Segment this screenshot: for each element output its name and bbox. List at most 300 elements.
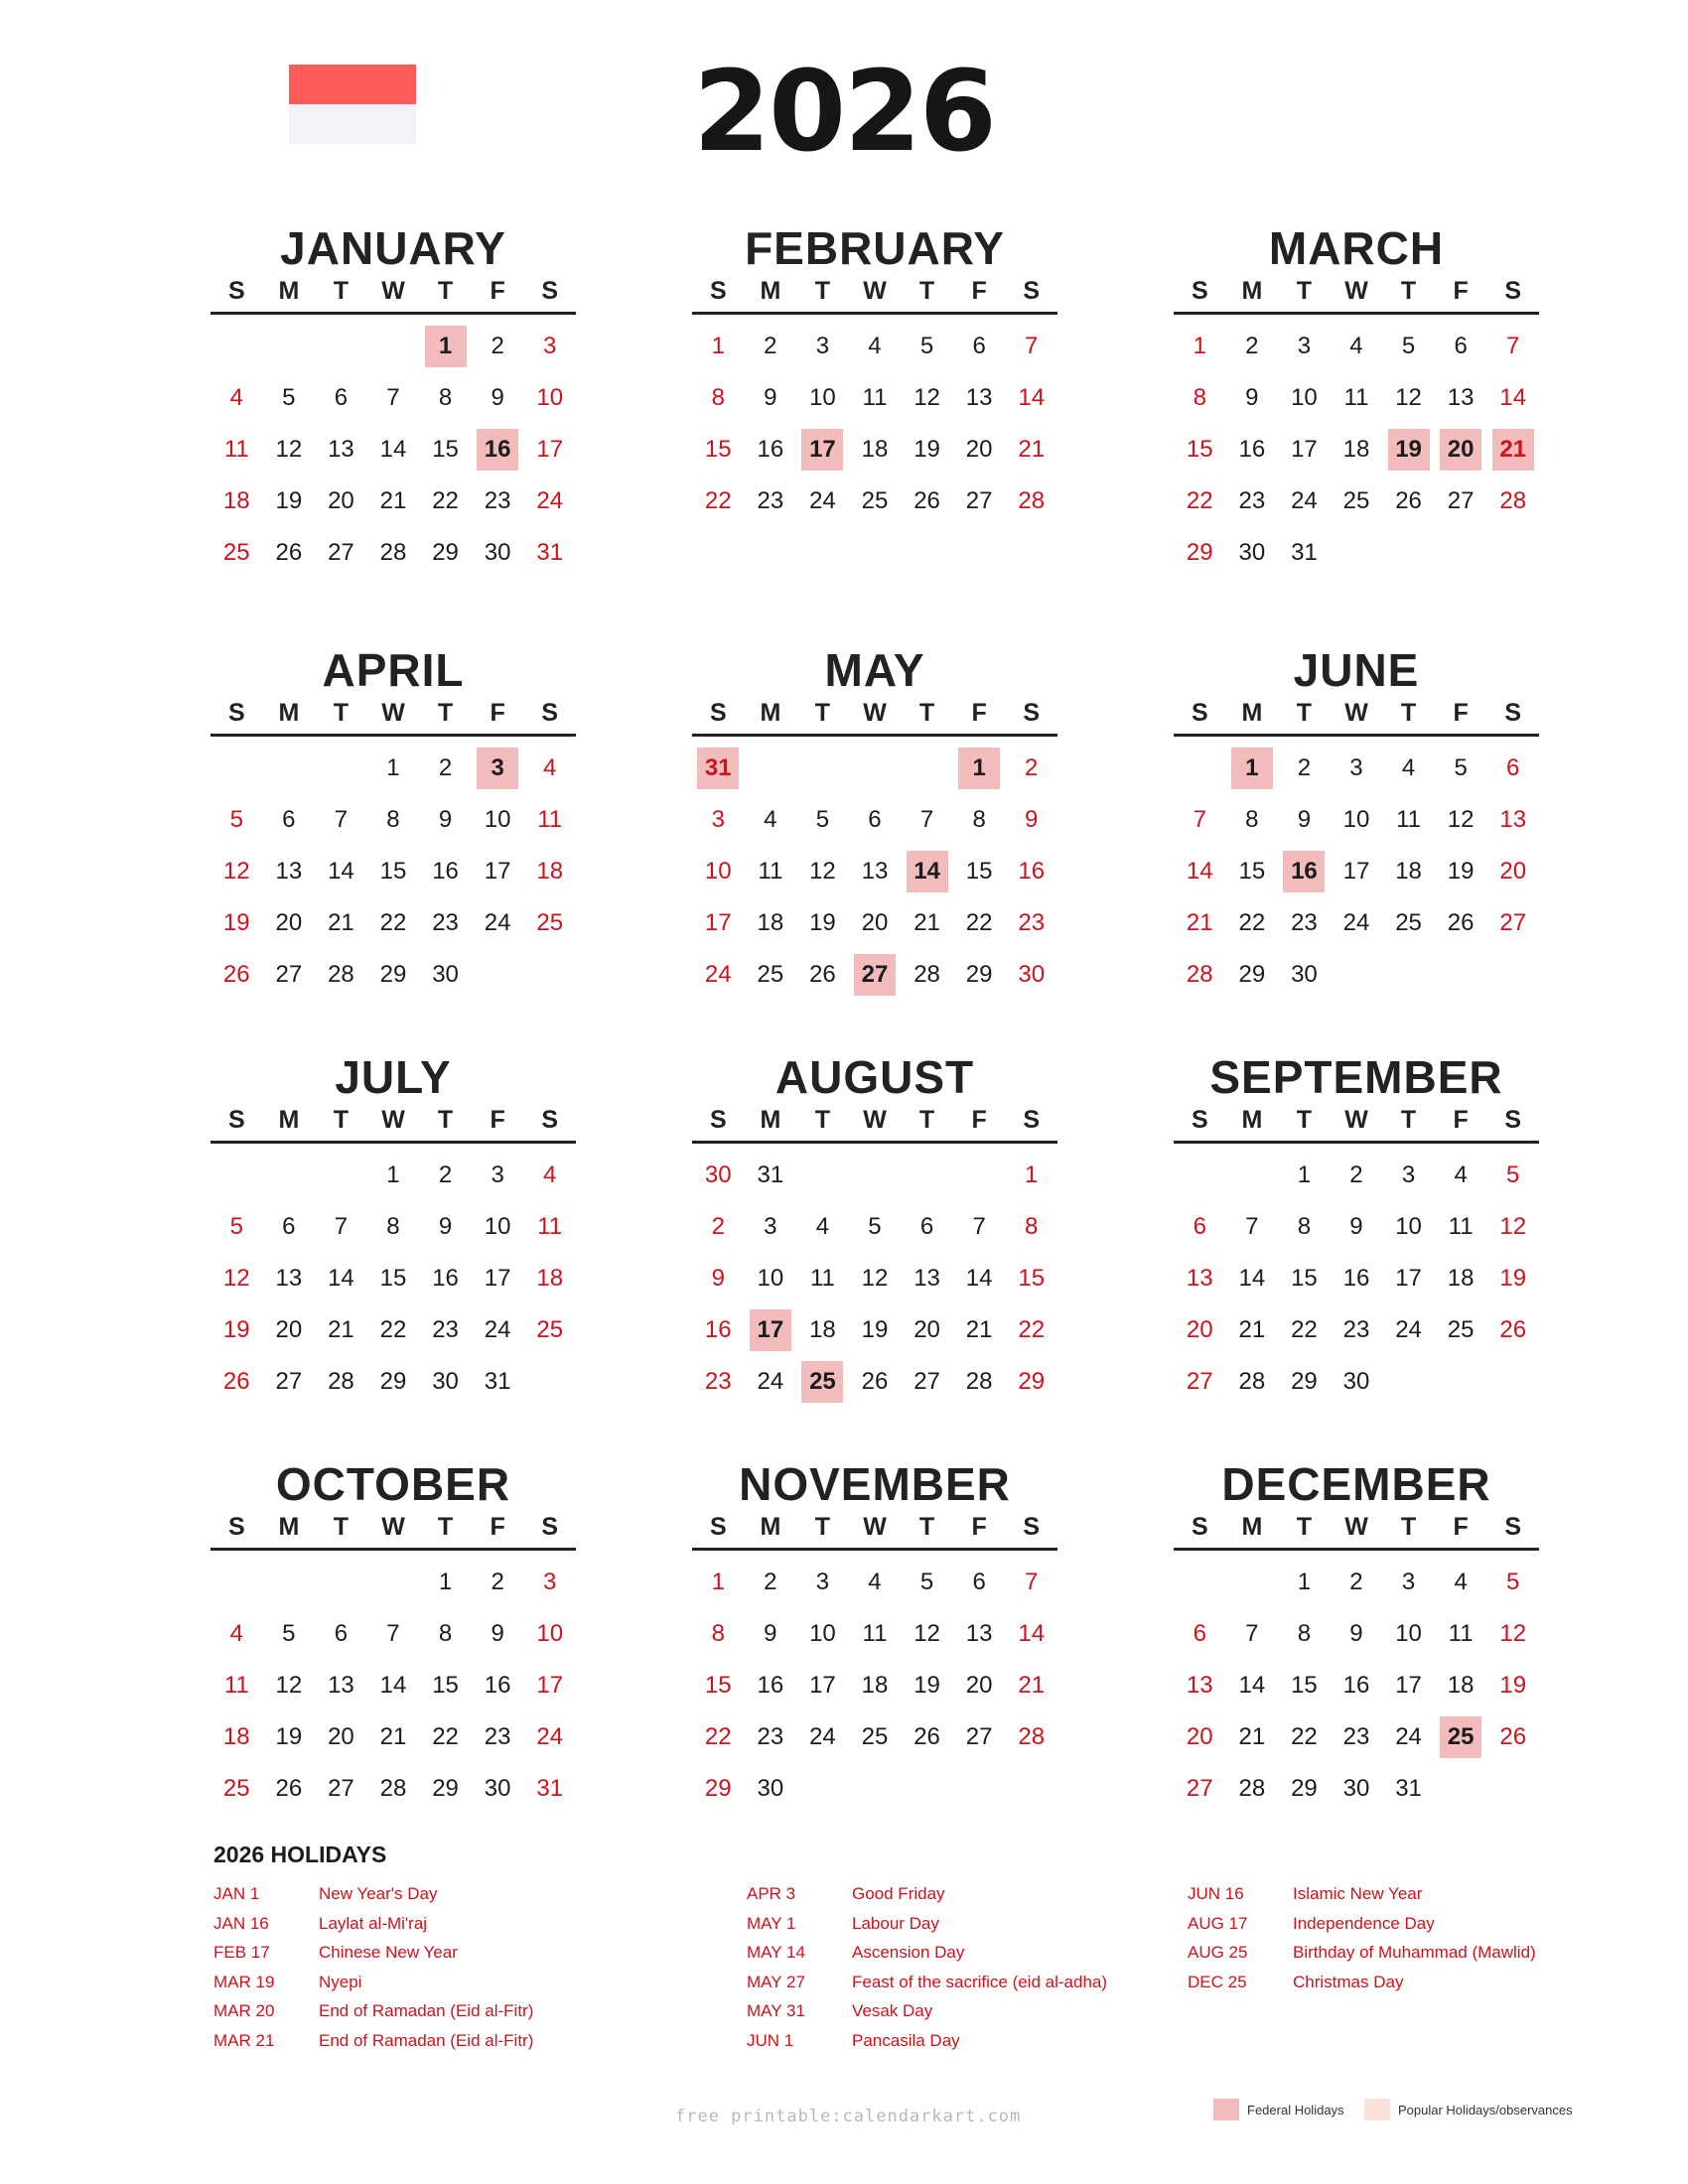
day-cell [1486,1557,1539,1608]
day-cell [796,1201,849,1253]
day-cell [953,1356,1006,1408]
day-number: 9 [491,384,504,411]
day-cell [1174,897,1226,949]
day-cell [796,321,849,372]
day-cell [1174,949,1226,1001]
weekday-header: M [278,1513,300,1541]
day-cell [523,743,576,794]
day-cell [1174,1711,1226,1763]
day-cell [1005,321,1057,372]
day-number: 10 [1291,384,1318,411]
day-number: 10 [484,806,511,833]
weekday-header: T [814,1106,831,1134]
month-february [692,223,1057,579]
day-number: 25 [222,539,250,566]
day-number: 2 [491,333,504,359]
day-number: 21 [965,1316,993,1343]
day-cell [692,846,745,897]
day-number: 1 [1231,748,1273,789]
day-number: 16 [432,858,459,885]
day-cell [1174,1763,1226,1815]
day-cell [1278,424,1331,476]
day-cell [692,743,745,794]
day-cell [367,794,420,846]
day-cell [472,321,524,372]
holiday-entry [1188,1879,1536,1909]
day-number: 14 [1186,858,1213,885]
weekday-header: S [541,699,559,727]
day-number: 4 [543,754,557,781]
day-number: 15 [704,1672,732,1699]
day-number: 19 [914,1672,940,1699]
day-cell [1278,1201,1331,1253]
holiday-name: Islamic New Year [1293,1884,1423,1903]
day-number: 4 [229,384,243,411]
day-number: 20 [965,1672,993,1699]
empty-cell [1486,1763,1539,1815]
day-cell [745,1201,797,1253]
day-cell [1331,321,1383,372]
day-cell [953,1711,1006,1763]
day-number: 29 [379,1368,407,1395]
day-cell [315,949,367,1001]
weekday-header: S [541,277,559,305]
day-number: 22 [1291,1316,1318,1343]
day-cell [901,1304,953,1356]
day-number: 25 [801,1361,843,1403]
day-cell [901,949,953,1001]
day-cell [1331,846,1383,897]
day-cell [472,527,524,579]
day-cell [1331,743,1383,794]
day-cell [1278,372,1331,424]
day-grid [692,321,1057,579]
day-number: 16 [1283,851,1325,892]
day-number: 27 [1499,909,1527,936]
month-name: JULY [335,1051,452,1103]
day-number: 8 [1297,1213,1312,1240]
day-number: 24 [809,1723,836,1750]
weekday-header: F [1453,1106,1469,1134]
day-number: 31 [484,1368,511,1395]
day-cell [1331,1711,1383,1763]
day-number: 14 [965,1265,993,1292]
day-cell [849,424,902,476]
weekday-header: W [1344,1106,1368,1134]
day-cell [1486,1201,1539,1253]
day-number: 18 [536,1265,564,1292]
day-number: 18 [861,1672,889,1699]
day-cell [1382,1201,1435,1253]
day-cell [367,372,420,424]
day-cell [1486,321,1539,372]
day-number: 28 [1499,487,1527,514]
day-number: 22 [704,487,732,514]
day-cell [472,1304,524,1356]
day-number: 21 [1018,436,1046,463]
empty-cell [1435,1763,1487,1815]
weekday-header: S [1504,1106,1522,1134]
day-number: 27 [965,1723,993,1750]
day-cell [472,476,524,527]
day-cell [419,1150,472,1201]
weekday-header: S [1191,277,1208,305]
empty-cell [472,949,524,1001]
day-number: 19 [809,909,836,936]
day-cell [523,846,576,897]
day-cell [796,949,849,1001]
day-number: 27 [275,961,303,988]
day-number: 18 [536,858,564,885]
day-number: 26 [809,961,836,988]
empty-cell [1486,527,1539,579]
day-number: 6 [282,806,296,833]
day-cell [263,1763,316,1815]
day-cell [745,1304,797,1356]
empty-cell [796,1150,849,1201]
empty-cell [1382,1356,1435,1408]
day-cell [523,1304,576,1356]
day-number: 17 [484,858,511,885]
weekday-header: T [1400,699,1417,727]
day-cell [849,372,902,424]
day-number: 17 [704,909,732,936]
empty-cell [263,743,316,794]
day-number: 5 [1506,1569,1520,1595]
day-cell [796,1356,849,1408]
day-cell [796,1711,849,1763]
day-number: 29 [1238,961,1266,988]
day-number: 20 [1440,429,1481,471]
day-cell [1278,1253,1331,1304]
day-number: 14 [328,858,354,885]
holiday-entry [1188,1968,1536,1997]
day-number: 12 [275,1672,303,1699]
day-cell [263,1253,316,1304]
day-cell [315,1304,367,1356]
weekday-header: T [1400,1106,1417,1134]
day-cell [745,1356,797,1408]
day-cell [1486,1253,1539,1304]
day-number: 8 [1245,806,1259,833]
day-cell [745,476,797,527]
day-number: 27 [965,487,993,514]
weekday-header: F [490,277,505,305]
day-number: 23 [1342,1723,1370,1750]
day-cell [211,1253,263,1304]
empty-cell [1005,527,1057,579]
day-cell [692,794,745,846]
day-cell [315,372,367,424]
weekday-header: T [1296,1106,1313,1134]
day-number: 19 [861,1316,889,1343]
day-number: 1 [711,1569,725,1595]
day-number: 13 [328,1672,354,1699]
month-name: DECEMBER [1221,1458,1491,1510]
day-cell [1226,1763,1279,1815]
month-april [211,645,576,1001]
day-number: 30 [1018,961,1046,988]
day-number: 8 [711,384,725,411]
day-number: 31 [536,539,564,566]
day-cell [315,1711,367,1763]
day-number: 21 [328,1316,354,1343]
day-cell [745,949,797,1001]
day-number: 9 [1025,806,1039,833]
day-cell [1331,794,1383,846]
day-grid [692,1557,1057,1815]
day-cell [523,1253,576,1304]
day-number: 17 [809,1672,836,1699]
day-number: 17 [750,1309,791,1351]
day-cell [1486,476,1539,527]
day-number: 8 [711,1620,725,1647]
day-cell [692,372,745,424]
day-grid [211,1150,576,1408]
year-title: 2026 [693,48,995,177]
month-name: OCTOBER [275,1458,511,1510]
day-number: 8 [386,1213,400,1240]
holiday-name: New Year's Day [319,1884,438,1903]
holiday-name: Pancasila Day [852,2030,960,2050]
day-cell [849,1201,902,1253]
day-number: 19 [1447,858,1475,885]
day-cell [796,1660,849,1711]
holiday-date: DEC 25 [1188,1972,1247,1991]
day-cell [1226,743,1279,794]
day-number: 12 [1447,806,1475,833]
day-number: 31 [536,1775,564,1802]
day-cell [953,321,1006,372]
day-cell [263,1711,316,1763]
day-number: 25 [536,909,564,936]
day-number: 13 [965,384,993,411]
day-cell [211,1356,263,1408]
day-number: 14 [1499,384,1527,411]
day-cell [472,1660,524,1711]
holiday-date: MAR 20 [213,2001,275,2020]
day-number: 16 [432,1265,459,1292]
day-cell [1278,897,1331,949]
day-number: 21 [379,487,407,514]
day-number: 30 [432,1368,459,1395]
day-cell [367,1356,420,1408]
empty-cell [1435,527,1487,579]
day-cell [367,1150,420,1201]
day-number: 7 [1193,806,1206,833]
day-number: 17 [1395,1265,1422,1292]
day-number: 21 [1018,1672,1046,1699]
day-number: 16 [1342,1265,1370,1292]
day-number: 20 [861,909,889,936]
day-number: 22 [1238,909,1266,936]
month-name: APRIL [322,644,465,696]
empty-cell [796,1763,849,1815]
day-cell [1331,1660,1383,1711]
day-cell [1174,424,1226,476]
day-number: 2 [1349,1161,1363,1188]
weekday-header: T [333,1106,350,1134]
month-name: AUGUST [774,1051,975,1103]
day-number: 30 [1291,961,1318,988]
day-cell [953,897,1006,949]
day-cell [745,372,797,424]
weekday-header: W [863,277,887,305]
day-number: 6 [1506,754,1520,781]
legend-observance-label: Popular Holidays/observances [1398,2102,1573,2117]
day-cell [1382,743,1435,794]
weekday-header: T [1400,1513,1417,1541]
weekday-header: S [1504,1513,1522,1541]
day-cell [692,1608,745,1660]
day-number: 2 [491,1569,504,1595]
day-cell [1382,1253,1435,1304]
holiday-date: AUG 25 [1188,1943,1248,1962]
empty-cell [1486,1356,1539,1408]
day-number: 17 [484,1265,511,1292]
day-number: 23 [1342,1316,1370,1343]
day-cell [849,1711,902,1763]
empty-cell [849,527,902,579]
day-number: 7 [972,1213,986,1240]
weekday-header-row [1174,1509,1539,1551]
day-cell [1486,794,1539,846]
day-number: 8 [972,806,986,833]
holiday-date: MAY 31 [747,2001,805,2020]
day-number: 17 [1395,1672,1422,1699]
day-number: 15 [1018,1265,1046,1292]
day-number: 10 [1342,806,1370,833]
weekday-header: M [1241,699,1263,727]
day-number: 11 [1396,806,1422,833]
day-number: 16 [704,1316,732,1343]
day-cell [367,949,420,1001]
weekday-header: M [760,699,781,727]
day-number: 29 [704,1775,732,1802]
day-cell [472,1763,524,1815]
weekday-header: S [1191,1513,1208,1541]
holiday-name: Laylat al-Mi'raj [319,1913,428,1933]
day-cell [901,321,953,372]
day-cell [367,1660,420,1711]
day-cell [692,1304,745,1356]
holiday-entry [747,2026,1107,2056]
day-cell [263,424,316,476]
day-number: 14 [1238,1265,1266,1292]
day-cell [1226,424,1279,476]
day-number: 30 [484,539,511,566]
day-cell [1174,1660,1226,1711]
holiday-date: MAY 1 [747,1913,796,1933]
month-december [1174,1459,1539,1815]
day-cell [849,1557,902,1608]
empty-cell [523,1356,576,1408]
day-cell [1278,846,1331,897]
day-number: 22 [704,1723,732,1750]
day-cell [1174,1608,1226,1660]
day-cell [211,1711,263,1763]
day-cell [315,1356,367,1408]
day-number: 1 [1025,1161,1039,1188]
day-cell [1382,1150,1435,1201]
day-cell [1005,1608,1057,1660]
day-cell [849,1356,902,1408]
weekday-header: S [1191,699,1208,727]
weekday-header: F [490,1513,505,1541]
day-cell [523,372,576,424]
day-cell [1005,1557,1057,1608]
weekday-header: S [1191,1106,1208,1134]
day-cell [1174,794,1226,846]
day-number: 6 [919,1213,934,1240]
weekday-header: T [1400,277,1417,305]
day-number: 6 [972,1569,986,1595]
day-grid [211,321,576,579]
weekday-header: S [1023,1106,1041,1134]
empty-cell [901,743,953,794]
day-cell [211,476,263,527]
month-name: MARCH [1268,222,1445,274]
weekday-header: M [1241,277,1263,305]
day-cell [1226,1711,1279,1763]
day-number: 29 [965,961,993,988]
day-cell [1174,321,1226,372]
day-cell [523,424,576,476]
day-number: 11 [1448,1620,1474,1647]
day-cell [1226,794,1279,846]
day-number: 16 [1018,858,1046,885]
day-number: 19 [222,909,250,936]
weekday-header: T [437,277,454,305]
empty-cell [1435,1356,1487,1408]
day-number: 18 [1447,1265,1475,1292]
day-number: 9 [711,1265,725,1292]
weekday-header: W [1344,1513,1368,1541]
day-cell [745,1711,797,1763]
holiday-date: MAR 21 [213,2030,275,2050]
day-number: 4 [764,806,777,833]
day-number: 3 [815,1569,830,1595]
empty-cell [1174,1150,1226,1201]
day-number: 18 [757,909,784,936]
day-cell [849,1660,902,1711]
day-cell [953,372,1006,424]
day-cell [315,527,367,579]
holiday-entry [213,1968,533,1997]
day-cell [1331,1304,1383,1356]
day-cell [901,897,953,949]
weekday-header: F [971,699,987,727]
day-number: 13 [1447,384,1475,411]
day-number: 2 [438,754,453,781]
day-number: 3 [1349,754,1363,781]
day-cell [523,1150,576,1201]
day-grid [1174,321,1539,579]
day-cell [1382,1557,1435,1608]
empty-cell [849,1763,902,1815]
day-number: 18 [1342,436,1370,463]
day-number: 2 [1349,1569,1363,1595]
day-number: 21 [328,909,354,936]
empty-cell [796,743,849,794]
day-number: 17 [536,436,564,463]
day-number: 10 [536,384,564,411]
day-number: 9 [1297,806,1312,833]
day-cell [796,1557,849,1608]
day-cell [692,1763,745,1815]
day-cell [1278,1711,1331,1763]
empty-cell [263,1150,316,1201]
